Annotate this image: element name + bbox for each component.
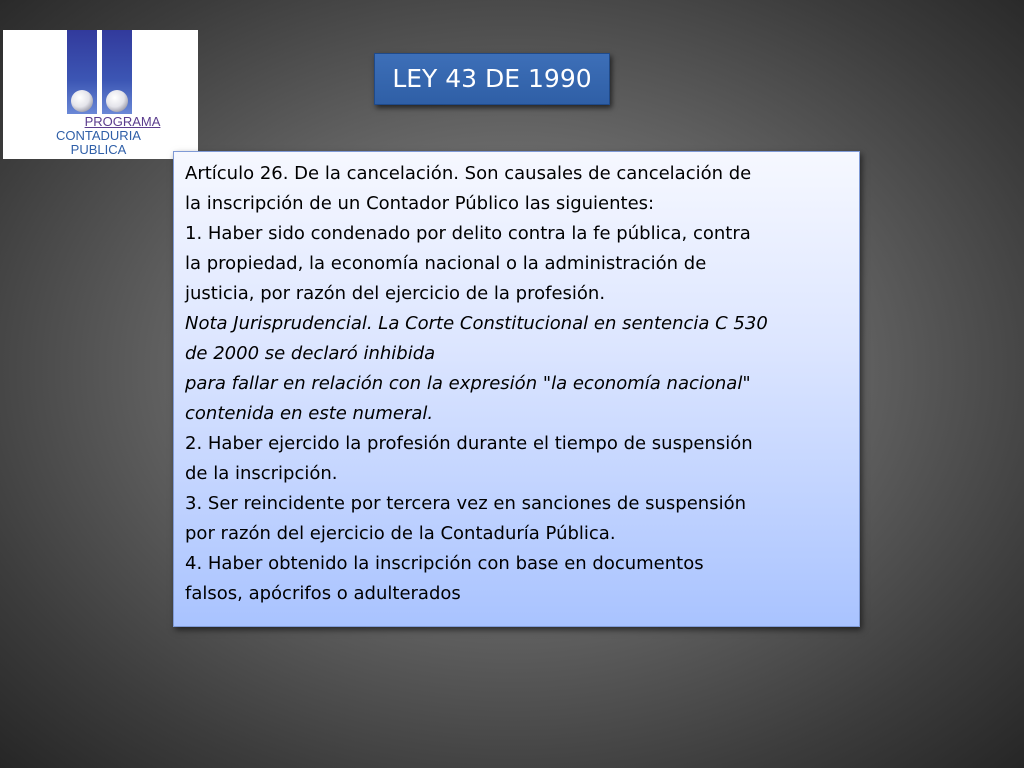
article-line: por razón del ejercicio de la Contaduría Pública. (185, 523, 616, 544)
logo-text-publica: PUBLICA (70, 142, 127, 157)
jurisprudence-note-line: para fallar en relación con la expresión "la economía nacional" (185, 373, 751, 394)
article-line: 4. Haber obtenido la inscripción con base en documentos (185, 553, 704, 574)
jurisprudence-note-line: Nota Jurisprudencial. La Corte Constitucional en sentencia C 530 (185, 313, 768, 334)
article-line: 3. Ser reincidente por tercera vez en sanciones de suspensión (185, 493, 746, 514)
article-line: falsos, apócrifos o adulterados (185, 583, 461, 604)
article-line: Artículo 26. De la cancelación. Son causales de cancelación de (185, 163, 752, 184)
slide-title: LEY 43 DE 1990 (374, 53, 610, 105)
article-line: la propiedad, la economía nacional o la administración de (185, 253, 707, 274)
jurisprudence-note-line: contenida en este numeral. (185, 403, 434, 424)
logo-ball-right (106, 90, 128, 112)
logo-ball-left (71, 90, 93, 112)
article-line: la inscripción de un Contador Público las siguientes: (185, 193, 655, 214)
logo-text-contaduria: CONTADURIA (56, 128, 141, 143)
article-line: 2. Haber ejercido la profesión durante el tiempo de suspensión (185, 433, 753, 454)
article-line: justicia, por razón del ejercicio de la profesión. (185, 283, 606, 304)
article-text-box (173, 151, 860, 627)
logo-text-programa: PROGRAMA (84, 114, 161, 129)
article-line: 1. Haber sido condenado por delito contra la fe pública, contra (185, 223, 751, 244)
article-line: de la inscripción. (185, 463, 338, 484)
jurisprudence-note-line: de 2000 se declaró inhibida (185, 343, 436, 364)
program-logo (3, 30, 198, 159)
